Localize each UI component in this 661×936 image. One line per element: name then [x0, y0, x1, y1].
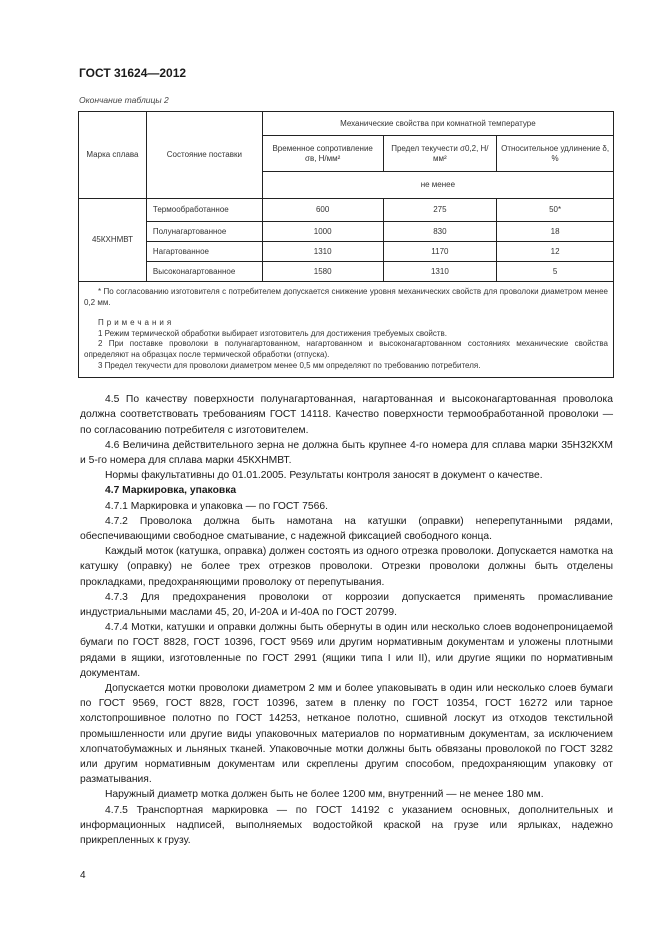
paragraph: 4.7.2 Проволока должна быть намотана на катушки (оправки) неперепутанными рядами, обеспечивающими свободное сматывание, с надежной фиксацией свободного конца. [80, 515, 613, 542]
elongation-cell: 50* [497, 199, 614, 222]
paragraph: 4.7.3 Для предохранения проволоки от коррозии допускается применять промасливание индустриальными маслами 45, 20, И-20А и И-40А по ГОСТ 20799. [80, 591, 613, 618]
state-cell: Термообработанное [146, 199, 262, 222]
paragraph: Допускается мотки проволоки диаметром 2 мм и более упаковывать в один или несколько слоев бумаги по ГОСТ 9569, ГОСТ 8828, ГОСТ 10396, затем в пленку по ГОСТ 10354, ГОСТ 16272 или тарное холстопрошивное полотно по ГОСТ 14253, нетканое полотно, сшивной лоскут из отходов текстильной промышленности или другие виды упаковочных материалов по нормативным документам, за исключением хлопчатобумажных и льняных тканей. Упаковочные мотки должны быть обвязаны проволокой по ГОСТ 3282 или другим нормативным документам или скреплены другим способом, предохраняющим упаковку от разматывания. [80, 683, 613, 786]
paragraph: 4.7.4 Мотки, катушки и оправки должны быть обернуты в один или несколько слоев водонепроницаемой бумаги по ГОСТ 8828, ГОСТ 10396, ГОСТ 9569 или другим нормативным документам и уложены плотными рядами в ящики, изготовленные по ГОСТ 2991 (ящики типа I или II), или другие ящики по нормативным документам. [80, 622, 613, 679]
table-caption: Окончание таблицы 2 [79, 95, 169, 105]
state-cell: Высоконагартованное [146, 262, 262, 282]
yield-cell: 1310 [383, 262, 497, 282]
table-row [79, 242, 614, 262]
col-header-tensile: Временное сопротивление σв, Н/мм² [262, 136, 383, 172]
yield-cell: 830 [383, 222, 497, 242]
note: 2 При поставке проволоки в полунагартованном, нагартованном и высоконагартованном состояниях механические свойства определяют на образцах после термической обработки (отпуска). [84, 339, 608, 359]
elongation-cell: 12 [497, 242, 614, 262]
document-header: ГОСТ 31624—2012 [79, 66, 187, 80]
paragraph: 4.7.1 Маркировка и упаковка — по ГОСТ 7566. [105, 500, 328, 512]
table-row [79, 262, 614, 282]
yield-cell: 275 [383, 199, 497, 222]
elongation-cell: 5 [497, 262, 614, 282]
tensile-cell: 1000 [262, 222, 383, 242]
col-header-yield: Предел текучести σ0,2, Н/мм² [383, 136, 497, 172]
paragraph: 4.6 Величина действительного зерна не должна быть крупнее 4-го номера для сплава марки 35Н32КХМ и 5-го номера для сплава марки 45КХНМВТ. [80, 439, 613, 466]
tensile-cell: 1310 [262, 242, 383, 262]
section-heading: 4.7 Маркировка, упаковка [105, 485, 237, 497]
col-header-state: Состояние поставки [146, 112, 262, 199]
min-label: не менее [262, 172, 613, 199]
paragraph: 4.5 По качеству поверхности полунагартованная, нагартованная и высоконагартованная проволока должна соответствовать требованиям ГОСТ 14118. Качество поверхности термообработанной проволоки — по согласованию потребителя с изготовителем. [80, 394, 613, 436]
properties-table [78, 111, 614, 378]
tensile-cell: 1580 [262, 262, 383, 282]
body-text [80, 392, 613, 848]
yield-cell: 1170 [383, 242, 497, 262]
table-row [79, 222, 614, 242]
notes-title: Примечания [98, 318, 175, 328]
paragraph: Наружный диаметр мотка должен быть не более 1200 мм, внутренний — не менее 180 мм. [105, 789, 544, 801]
col-header-grade: Марка сплава [79, 112, 147, 199]
note: 3 Предел текучести для проволоки диаметром менее 0,5 мм определяют по требованию потребителя. [98, 360, 481, 370]
state-cell: Полунагартованное [146, 222, 262, 242]
elongation-cell: 18 [497, 222, 614, 242]
table-row [79, 199, 614, 222]
group-header: Механические свойства при комнатной температуре [262, 112, 613, 136]
col-header-elongation: Относительное удлинение δ, % [497, 136, 614, 172]
paragraph: Каждый моток (катушка, оправка) должен состоять из одного отрезка проволоки. Допускается намотка на катушку (оправку) не более трех отрезков проволоки. Отрезки проволоки должны быть отделены прокладками, предохраняющими проволоку от перепутывания. [80, 546, 613, 588]
tensile-cell: 600 [262, 199, 383, 222]
paragraph: Нормы факультативны до 01.01.2005. Результаты контроля заносят в документ о качестве. [105, 470, 543, 482]
table-notes [79, 282, 614, 378]
note: 1 Режим термической обработки выбирает изготовитель для достижения требуемых свойств. [98, 328, 448, 338]
page-number: 4 [80, 870, 86, 882]
footnote: * По согласованию изготовителя с потребителем допускается снижение уровня механических свойств для проволоки диаметром менее 0,2 мм. [84, 287, 608, 307]
state-cell: Нагартованное [146, 242, 262, 262]
grade-cell: 45КХНМВТ [79, 199, 147, 282]
paragraph: 4.7.5 Транспортная маркировка — по ГОСТ 14192 с указанием основных, дополнительных и информационных надписей, выполняемых водостойкой краской на грузе или ярлыках, надежно прикрепленных к грузу. [80, 804, 613, 847]
